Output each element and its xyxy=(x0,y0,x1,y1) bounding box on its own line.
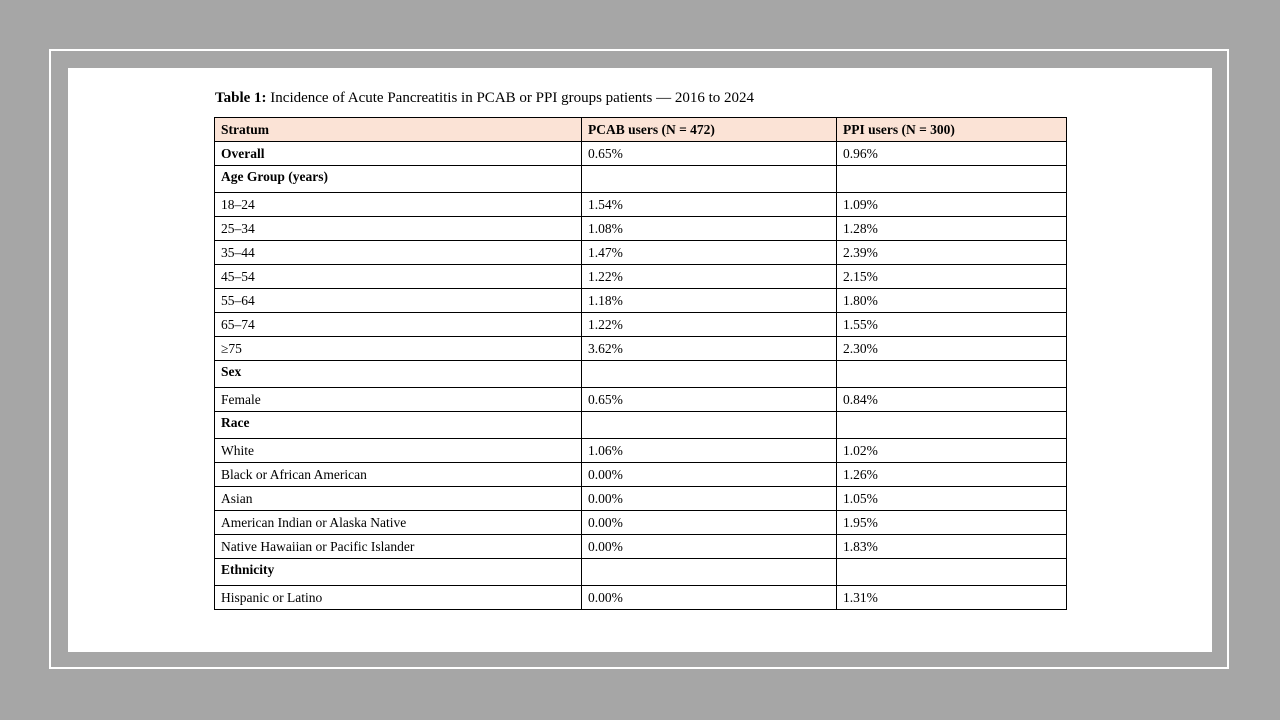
stratum-cell: Black or African American xyxy=(215,463,582,487)
pcab-value-cell xyxy=(582,166,837,193)
table-body xyxy=(215,142,1067,610)
stratum-cell: Race xyxy=(215,412,582,439)
table-row xyxy=(215,535,1067,559)
header-ppi-users: PPI users (N = 300) xyxy=(837,118,1067,142)
table-row xyxy=(215,388,1067,412)
stratum-cell: 35–44 xyxy=(215,241,582,265)
pcab-value-cell: 1.54% xyxy=(582,193,837,217)
stratum-cell: Overall xyxy=(215,142,582,166)
stratum-cell: American Indian or Alaska Native xyxy=(215,511,582,535)
pcab-value-cell: 1.22% xyxy=(582,313,837,337)
stratum-cell: Ethnicity xyxy=(215,559,582,586)
pcab-value-cell: 1.22% xyxy=(582,265,837,289)
stratum-cell: Age Group (years) xyxy=(215,166,582,193)
table-row xyxy=(215,241,1067,265)
ppi-value-cell: 1.80% xyxy=(837,289,1067,313)
stratum-cell: Female xyxy=(215,388,582,412)
table-row xyxy=(215,265,1067,289)
stratum-cell: Asian xyxy=(215,487,582,511)
stratum-cell: 25–34 xyxy=(215,217,582,241)
table-row xyxy=(215,463,1067,487)
ppi-value-cell: 1.26% xyxy=(837,463,1067,487)
ppi-value-cell: 2.39% xyxy=(837,241,1067,265)
table-row xyxy=(215,193,1067,217)
table-row xyxy=(215,439,1067,463)
ppi-value-cell: 1.05% xyxy=(837,487,1067,511)
ppi-value-cell: 1.83% xyxy=(837,535,1067,559)
stratum-cell: Native Hawaiian or Pacific Islander xyxy=(215,535,582,559)
pcab-value-cell: 1.18% xyxy=(582,289,837,313)
header-stratum: Stratum xyxy=(215,118,582,142)
caption-label: Table 1: xyxy=(215,90,267,106)
table-row xyxy=(215,487,1067,511)
ppi-value-cell: 1.28% xyxy=(837,217,1067,241)
pcab-value-cell: 1.08% xyxy=(582,217,837,241)
pcab-value-cell: 3.62% xyxy=(582,337,837,361)
ppi-value-cell: 1.55% xyxy=(837,313,1067,337)
section-header-row xyxy=(215,559,1067,586)
ppi-value-cell xyxy=(837,166,1067,193)
table-caption xyxy=(215,90,754,107)
ppi-value-cell: 1.09% xyxy=(837,193,1067,217)
stratum-cell: Hispanic or Latino xyxy=(215,586,582,610)
ppi-value-cell xyxy=(837,559,1067,586)
stratum-cell: 65–74 xyxy=(215,313,582,337)
section-header-row xyxy=(215,166,1067,193)
stratum-cell: 18–24 xyxy=(215,193,582,217)
table-row xyxy=(215,337,1067,361)
pcab-value-cell: 0.00% xyxy=(582,586,837,610)
header-pcab-users: PCAB users (N = 472) xyxy=(582,118,837,142)
stratum-cell: 45–54 xyxy=(215,265,582,289)
ppi-value-cell xyxy=(837,412,1067,439)
stratum-cell: Sex xyxy=(215,361,582,388)
ppi-value-cell: 2.30% xyxy=(837,337,1067,361)
table-row xyxy=(215,586,1067,610)
pcab-value-cell: 1.06% xyxy=(582,439,837,463)
ppi-value-cell: 1.95% xyxy=(837,511,1067,535)
pcab-value-cell: 0.00% xyxy=(582,463,837,487)
pcab-value-cell xyxy=(582,412,837,439)
pcab-value-cell: 0.65% xyxy=(582,388,837,412)
table-row xyxy=(215,511,1067,535)
ppi-value-cell: 0.96% xyxy=(837,142,1067,166)
table-header-row xyxy=(215,118,1067,142)
pcab-value-cell: 0.00% xyxy=(582,535,837,559)
section-header-row xyxy=(215,412,1067,439)
table-row xyxy=(215,313,1067,337)
table-row xyxy=(215,217,1067,241)
ppi-value-cell: 1.31% xyxy=(837,586,1067,610)
caption-text: Incidence of Acute Pancreatitis in PCAB or PPI groups patients — 2016 to 2024 xyxy=(266,90,754,106)
ppi-value-cell xyxy=(837,361,1067,388)
pcab-value-cell xyxy=(582,361,837,388)
pcab-value-cell: 0.00% xyxy=(582,487,837,511)
table-row xyxy=(215,289,1067,313)
stratum-cell: ≥75 xyxy=(215,337,582,361)
section-header-row xyxy=(215,361,1067,388)
pcab-value-cell xyxy=(582,559,837,586)
ppi-value-cell: 1.02% xyxy=(837,439,1067,463)
overall-row xyxy=(215,142,1067,166)
pcab-value-cell: 0.00% xyxy=(582,511,837,535)
pcab-value-cell: 0.65% xyxy=(582,142,837,166)
document-page xyxy=(68,68,1212,652)
pcab-value-cell: 1.47% xyxy=(582,241,837,265)
stratum-cell: White xyxy=(215,439,582,463)
incidence-table xyxy=(214,117,1067,610)
ppi-value-cell: 0.84% xyxy=(837,388,1067,412)
ppi-value-cell: 2.15% xyxy=(837,265,1067,289)
stratum-cell: 55–64 xyxy=(215,289,582,313)
